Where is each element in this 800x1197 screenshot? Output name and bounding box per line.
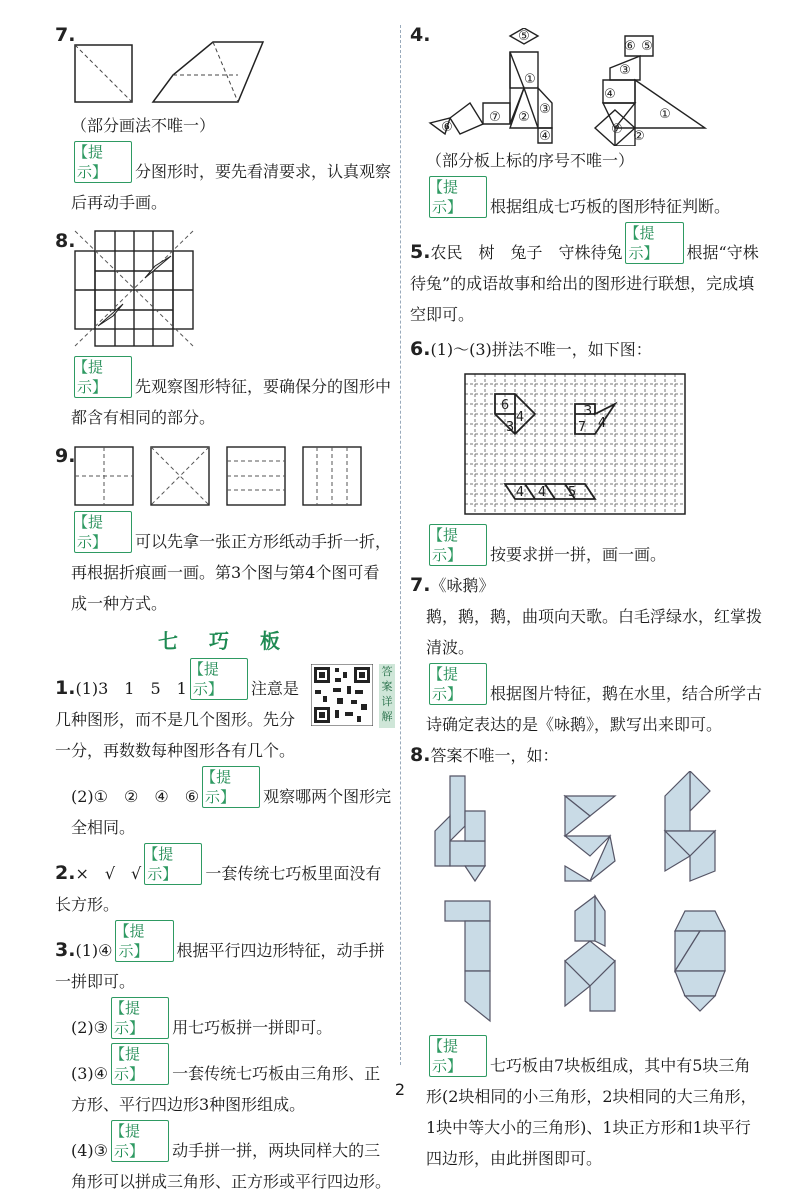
digit-8-piece [575,896,595,941]
q6-label: 4 [537,485,547,500]
s1-answer1: (1)3 1 5 1 [75,679,187,698]
qr-code-icon [311,664,373,726]
q4-label: ① [524,72,536,87]
s3-hint2: 用七巧板拼一拼即可。 [172,1018,333,1037]
hint-tag: 【 提示 】 [429,1035,487,1077]
hint-tag: 【 提示 】 [111,997,169,1039]
q7r-title: 《咏鹅》 [430,576,495,595]
q8-grid-figure [73,226,198,351]
left-s2 [55,843,395,920]
digit-5-piece [565,866,590,881]
q8-hint-line [55,356,395,433]
s3-answer3: (3)④ [71,1064,109,1083]
right-q8 [410,740,765,771]
s3-hint4: 动手拼一拼，两块同样大的三角形可以拼成三角形、正方形或平行四边形。 [71,1141,392,1191]
left-q7 [55,20,395,110]
right-q5 [410,222,765,330]
q4-label: ⑤ [641,39,653,54]
digit-6-piece [690,771,710,811]
hint-tag: 【 提示 】 [74,511,132,553]
q6-label: 7 [577,420,587,435]
digit-4-piece [450,841,485,866]
digit-4-piece [465,811,485,841]
q9-number: 9. [55,445,76,467]
digit-7-piece [445,901,490,921]
q4-label: ⑤ [518,29,530,44]
hint-tag: 【 提示 】 [625,222,683,264]
section-title: 七 巧 板 [158,629,292,653]
q8r-number: 8. [410,744,431,766]
q4-note: （部分板上标的序号不唯一） [426,151,635,170]
q7r-hint: 根据图片特征，鹅在水里，结合所学古诗确定表达的是《咏鹅》，默写出来即可。 [426,684,763,734]
q4-tangram-figures [425,28,755,146]
s3-number: 3. [55,939,76,961]
q6-label: 3 [583,404,593,419]
q7-number: 7. [55,24,76,46]
q8r-hint-line [410,1035,765,1174]
q5-hint: 根据“守株待兔”的成语故事和给出的图形进行联想，完成填空即可。 [410,243,759,324]
hint-tag: 【 提示 】 [202,766,260,808]
left-s1 [55,658,395,843]
page-number: 2 [394,1080,406,1099]
q8-number: 8. [55,230,76,252]
hint-tag: 【 提示 】 [429,663,487,705]
hint-tag: 【 提示 】 [429,524,487,566]
s3-hint3: 一套传统七巧板由三角形、正方形、平行四边形3种图形组成。 [71,1064,381,1114]
digit-4-piece [450,776,465,841]
s1-line2 [55,766,395,843]
q6-grid-figure [460,369,800,524]
q7r-number: 7. [410,574,431,596]
q8r-hint: 七巧板由7块板组成，其中有5块三角形(2块相同的小三角形，2块相同的大三角形，1块中等大小的三角形)、1块正方形和1块平行四边形，由此拼图即可。 [426,1056,757,1168]
q4-label: ③ [539,102,551,117]
q4-label: ② [518,110,530,125]
q5-answer: 农民 树 兔子 守株待兔 [430,243,623,262]
q9-hint: 可以先拿一张正方形纸动手折一折，再根据折痕画一画。第3个图与第4个图可看成一种方式。 [71,532,392,613]
s3-answer4: (4)③ [71,1141,109,1160]
q4-label: ③ [619,63,631,78]
left-s3 [55,920,395,1197]
digit-9-piece [675,971,725,996]
left-column [55,20,395,1197]
hint-tag: 【 提示 】 [74,356,132,398]
s1-answer2: (2)① ② ④ ⑥ [71,787,200,806]
s2-number: 2. [55,862,76,884]
hint-tag: 【 提示 】 [111,1120,169,1162]
q9-folding-figures [73,445,393,507]
q9-hint-line [55,511,395,619]
s3-hint1: 根据平行四边形特征，动手拼一拼即可。 [55,941,385,991]
q4-hint-line [410,176,765,222]
digit-9-piece [675,911,725,931]
qr-block[interactable] [311,664,395,730]
digit-7-piece [465,921,490,971]
digit-4-piece [435,816,450,866]
q6-label: 6 [500,398,510,413]
q6-hint: 按要求拼一拼，画一画。 [490,545,667,564]
digit-8-piece [595,896,605,946]
q6-label: 5 [567,485,577,500]
q4-label: ⑥ [441,120,453,135]
q4-label: ② [633,129,645,144]
q4-hint: 根据组成七巧板的图形特征判断。 [490,197,731,216]
hint-tag: 【 提示 】 [190,658,248,700]
q6-label: 4 [515,485,525,500]
q5-number: 5. [410,241,431,263]
q8-tangram-digits [425,771,780,1031]
hint-tag: 【 提示 】 [429,176,487,218]
q7r-poem: 鹅，鹅，鹅，曲项向天歌。白毛浮绿水，红掌拨清波。 [426,607,763,657]
digit-6-piece [665,771,690,831]
s1-hint1: 注意是几种图形，而不是几个图形。先分一分，再数数每种图形各有几个。 [55,679,299,760]
q4-label: ④ [539,129,551,144]
right-q4 [410,20,765,145]
hint-tag: 【 提示 】 [111,1043,169,1085]
right-q6 [410,334,765,365]
q7-hint-line [55,141,395,218]
q6-hint-line [410,524,765,570]
q4-label: ⑦ [489,110,501,125]
column-divider [400,25,401,1065]
digit-7-piece [465,971,490,1021]
q7r-hint-line [410,663,765,740]
q6-number: 6. [410,338,431,360]
right-column [410,20,765,1174]
q4-label: ① [659,107,671,122]
hint-tag: 【 提示 】 [144,843,202,885]
s1-hint2: 观察哪两个图形完全相同。 [71,787,392,837]
s3-answer1: (1)④ [75,941,113,960]
q4-label: ⑥ [624,39,636,54]
q6-label: 3 [505,420,515,435]
hint-tag: 【 提示 】 [74,141,132,183]
q6-label: 4 [597,416,607,431]
q7-note: （部分画法不唯一） [71,116,216,135]
digit-4-piece [465,866,485,881]
left-q9 [55,441,395,511]
s1-number: 1. [55,677,76,699]
q6-answer: (1)～(3)拼法不唯一，如下图： [430,340,652,359]
q4-number: 4. [410,24,431,46]
q4-label: ⑦ [611,122,623,137]
hint-tag: 【 提示 】 [115,920,173,962]
right-q7 [410,570,765,601]
s2-answer: × √ √ [75,864,142,883]
digit-9-piece [685,996,715,1011]
q8-hint: 先观察图形特征，要确保分的图形中都含有相同的部分。 [71,377,392,427]
q6-label: 4 [515,410,525,425]
q7-hint: 分图形时，要先看清要求，认真观察后再动手画。 [71,162,392,212]
s2-hint: 一套传统七巧板里面没有长方形。 [55,864,382,914]
q8r-answer: 答案不唯一，如： [430,746,559,765]
q7-figures [73,40,303,108]
left-q8 [55,226,395,356]
q4-label: ④ [604,87,616,102]
s3-answer2: (2)③ [71,1018,109,1037]
qr-label: 答案详解 [379,664,395,728]
